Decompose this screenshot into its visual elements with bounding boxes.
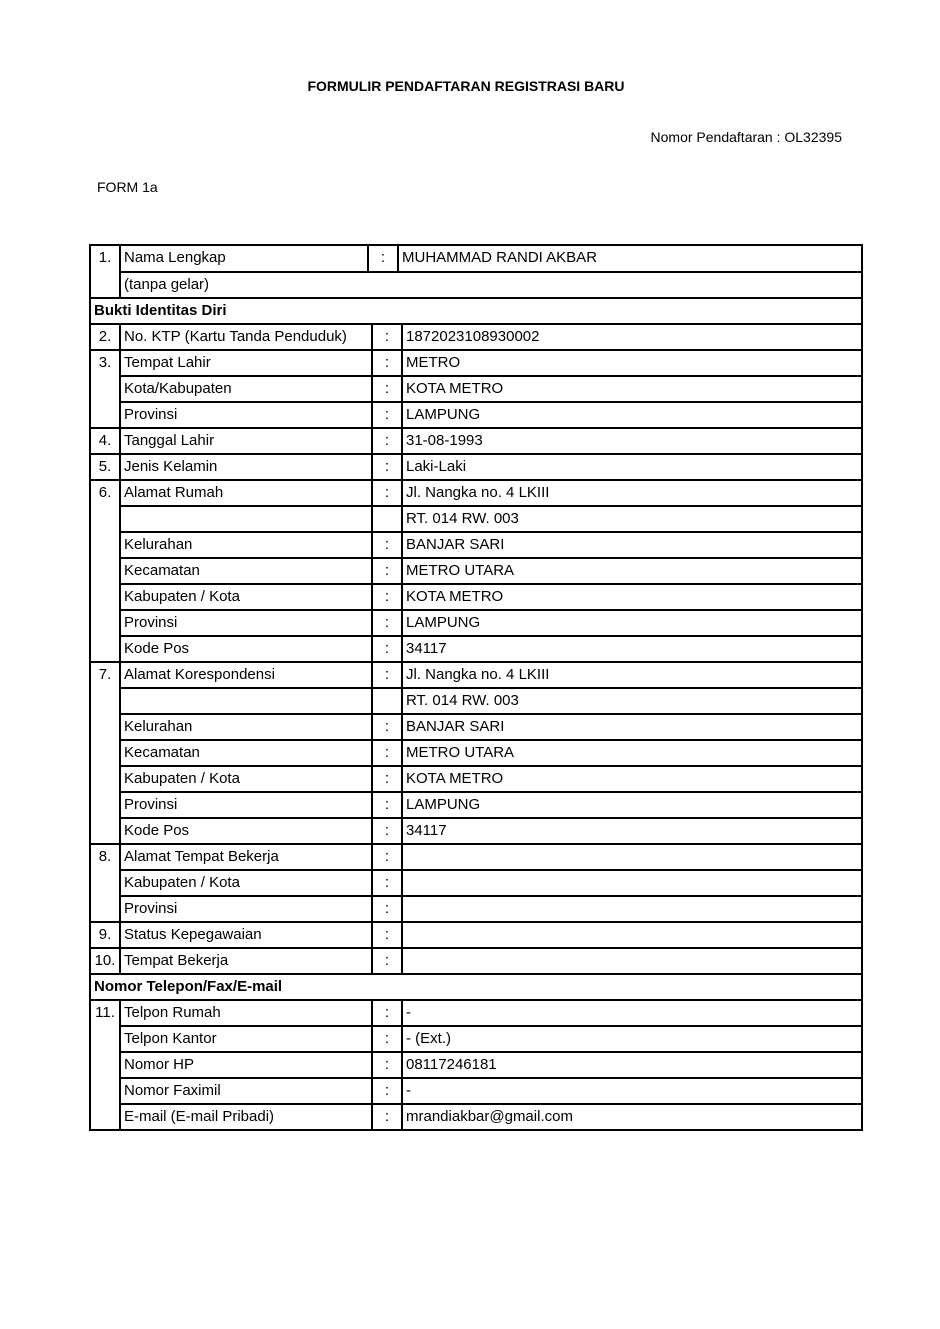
field-colon: : (369, 246, 399, 271)
field-label: Kode Pos (121, 635, 373, 661)
row-number (91, 271, 121, 297)
form-row (91, 869, 861, 895)
form-row (91, 1103, 861, 1129)
form-row (91, 1077, 861, 1103)
form-row (91, 661, 861, 687)
row-number: 10. (91, 949, 121, 973)
field-colon: : (373, 791, 403, 817)
form-row (91, 557, 861, 583)
form-row (91, 583, 861, 609)
field-colon: : (373, 481, 403, 505)
form-row (91, 947, 861, 973)
field-colon: : (373, 845, 403, 869)
field-label: Kabupaten / Kota (121, 583, 373, 609)
field-value[interactable]: KOTA METRO (403, 765, 861, 791)
field-label: Kelurahan (121, 713, 373, 739)
field-label: Kabupaten / Kota (121, 869, 373, 895)
form-row (91, 453, 861, 479)
field-label: Kabupaten / Kota (121, 765, 373, 791)
field-colon: : (373, 739, 403, 765)
field-value[interactable]: BANJAR SARI (403, 713, 861, 739)
form-row (91, 1025, 861, 1051)
form-row (91, 765, 861, 791)
field-colon: : (373, 1051, 403, 1077)
field-colon: : (373, 895, 403, 921)
row-number: 8. (91, 845, 121, 869)
row-number (91, 375, 121, 401)
form-row (91, 609, 861, 635)
field-colon: : (373, 1025, 403, 1051)
field-label: Jenis Kelamin (121, 455, 373, 479)
row-number: 6. (91, 481, 121, 505)
row-number: 2. (91, 325, 121, 349)
row-number: 5. (91, 455, 121, 479)
row-number (91, 1077, 121, 1103)
field-value[interactable]: LAMPUNG (403, 401, 861, 427)
row-number (91, 791, 121, 817)
field-label: Provinsi (121, 401, 373, 427)
form-row (91, 843, 861, 869)
field-label: Provinsi (121, 609, 373, 635)
field-colon: : (373, 635, 403, 661)
row-number (91, 609, 121, 635)
field-value[interactable]: LAMPUNG (403, 609, 861, 635)
field-value[interactable] (403, 869, 861, 895)
field-colon: : (373, 455, 403, 479)
field-label: Provinsi (121, 895, 373, 921)
field-label: Telpon Kantor (121, 1025, 373, 1051)
row-number (91, 713, 121, 739)
form-row (91, 349, 861, 375)
row-number: 1. (91, 246, 121, 271)
form-row (91, 401, 861, 427)
field-value[interactable]: - (Ext.) (403, 1025, 861, 1051)
field-label: Status Kepegawaian (121, 923, 373, 947)
field-colon: : (373, 1001, 403, 1025)
row-number: 4. (91, 429, 121, 453)
row-number (91, 557, 121, 583)
field-colon: : (373, 869, 403, 895)
field-colon: : (373, 663, 403, 687)
field-value[interactable]: Jl. Nangka no. 4 LKIII (406, 666, 550, 683)
row-number (91, 1103, 121, 1129)
row-number (91, 765, 121, 791)
field-value[interactable] (403, 845, 861, 869)
field-label: Kelurahan (121, 531, 373, 557)
form-row (91, 713, 861, 739)
field-value[interactable] (403, 895, 861, 921)
row-number (91, 1025, 121, 1051)
form-row (91, 505, 861, 531)
field-colon: : (373, 351, 403, 375)
form-row (91, 817, 861, 843)
field-colon: : (373, 325, 403, 349)
field-label: Kecamatan (121, 739, 373, 765)
field-colon: : (373, 1103, 403, 1129)
field-label: Tempat Lahir (121, 351, 373, 375)
field-label: No. KTP (Kartu Tanda Penduduk) (121, 325, 373, 349)
form-row (91, 791, 861, 817)
field-label: Tanggal Lahir (121, 429, 373, 453)
field-value[interactable]: KOTA METRO (403, 375, 861, 401)
field-label: Nomor Faximil (121, 1077, 373, 1103)
field-label: Kode Pos (121, 817, 373, 843)
form-row (91, 635, 861, 661)
row-number (91, 531, 121, 557)
form-row (91, 895, 861, 921)
row-number (91, 895, 121, 921)
field-colon: : (373, 949, 403, 973)
field-value[interactable]: RT. 014 RW. 003 (403, 505, 861, 531)
field-value[interactable]: - (403, 1077, 861, 1103)
registration-form-table (89, 244, 863, 1131)
field-label: Telpon Rumah (121, 1001, 373, 1025)
field-value[interactable] (403, 949, 861, 973)
form-title: FORMULIR PENDAFTARAN REGISTRASI BARU (307, 78, 625, 94)
field-value[interactable]: BANJAR SARI (403, 531, 861, 557)
form-row (91, 1051, 861, 1077)
form-label: FORM 1a (97, 179, 158, 195)
field-label: Alamat Rumah (121, 481, 373, 505)
section-heading: Nomor Telepon/Fax/E-mail (94, 978, 283, 995)
row-number (91, 505, 121, 531)
field-label: Nama Lengkap (121, 246, 369, 271)
field-value[interactable]: KOTA METRO (403, 583, 861, 609)
form-row (91, 999, 861, 1025)
field-value[interactable]: Laki-Laki (406, 458, 467, 475)
row-number (91, 635, 121, 661)
row-number (91, 817, 121, 843)
form-row (91, 687, 861, 713)
field-colon: : (373, 609, 403, 635)
field-value[interactable]: METRO (406, 354, 461, 371)
field-value[interactable]: mrandiakbar@gmail.com (403, 1103, 861, 1129)
form-row (91, 271, 861, 297)
field-colon: : (373, 429, 403, 453)
form-row (91, 297, 861, 323)
form-row (91, 739, 861, 765)
field-value[interactable]: METRO UTARA (403, 557, 861, 583)
form-row (91, 921, 861, 947)
row-number (91, 739, 121, 765)
field-colon: : (373, 531, 403, 557)
row-number: 3. (91, 351, 121, 375)
row-number (91, 869, 121, 895)
field-value[interactable]: 31-08-1993 (406, 432, 483, 449)
form-row (91, 427, 861, 453)
registration-number: Nomor Pendaftaran : OL32395 (650, 129, 842, 145)
field-value[interactable]: 1872023108930002 (406, 328, 540, 345)
field-colon: : (373, 817, 403, 843)
field-value[interactable]: LAMPUNG (403, 791, 861, 817)
field-label: E-mail (E-mail Pribadi) (121, 1103, 373, 1129)
field-value[interactable]: RT. 014 RW. 003 (403, 687, 861, 713)
form-row (91, 973, 861, 999)
row-number (91, 1051, 121, 1077)
field-value[interactable]: 34117 (403, 817, 861, 843)
field-value[interactable]: - (406, 1004, 411, 1021)
row-number: 11. (91, 1001, 121, 1025)
field-colon: : (373, 557, 403, 583)
field-label (121, 687, 373, 713)
field-colon (373, 505, 403, 531)
field-colon (373, 687, 403, 713)
row-number: 7. (91, 663, 121, 687)
field-colon: : (373, 583, 403, 609)
section-heading: Bukti Identitas Diri (94, 302, 227, 319)
form-row (91, 375, 861, 401)
field-colon: : (373, 923, 403, 947)
field-label: Nomor HP (121, 1051, 373, 1077)
field-value[interactable]: 34117 (403, 635, 861, 661)
field-label: Kecamatan (121, 557, 373, 583)
field-value[interactable]: MUHAMMAD RANDI AKBAR (402, 249, 598, 266)
field-value[interactable]: Jl. Nangka no. 4 LKIII (406, 484, 550, 501)
field-value[interactable] (403, 923, 861, 947)
row-number (91, 687, 121, 713)
field-label (121, 505, 373, 531)
field-label: Tempat Bekerja (121, 949, 373, 973)
field-label: Kota/Kabupaten (121, 375, 373, 401)
field-colon: : (373, 765, 403, 791)
field-label: Alamat Korespondensi (121, 663, 373, 687)
field-colon: : (373, 1077, 403, 1103)
form-row (91, 531, 861, 557)
form-row (91, 323, 861, 349)
field-value[interactable]: 08117246181 (403, 1051, 861, 1077)
field-label: Provinsi (121, 791, 373, 817)
field-colon: : (373, 713, 403, 739)
field-value[interactable]: METRO UTARA (403, 739, 861, 765)
row-number: 9. (91, 923, 121, 947)
row-number (91, 583, 121, 609)
field-label: Alamat Tempat Bekerja (121, 845, 373, 869)
form-row (91, 479, 861, 505)
field-colon: : (373, 401, 403, 427)
field-colon: : (373, 375, 403, 401)
field-note: (tanpa gelar) (121, 271, 861, 297)
row-number (91, 401, 121, 427)
form-row (91, 246, 861, 271)
